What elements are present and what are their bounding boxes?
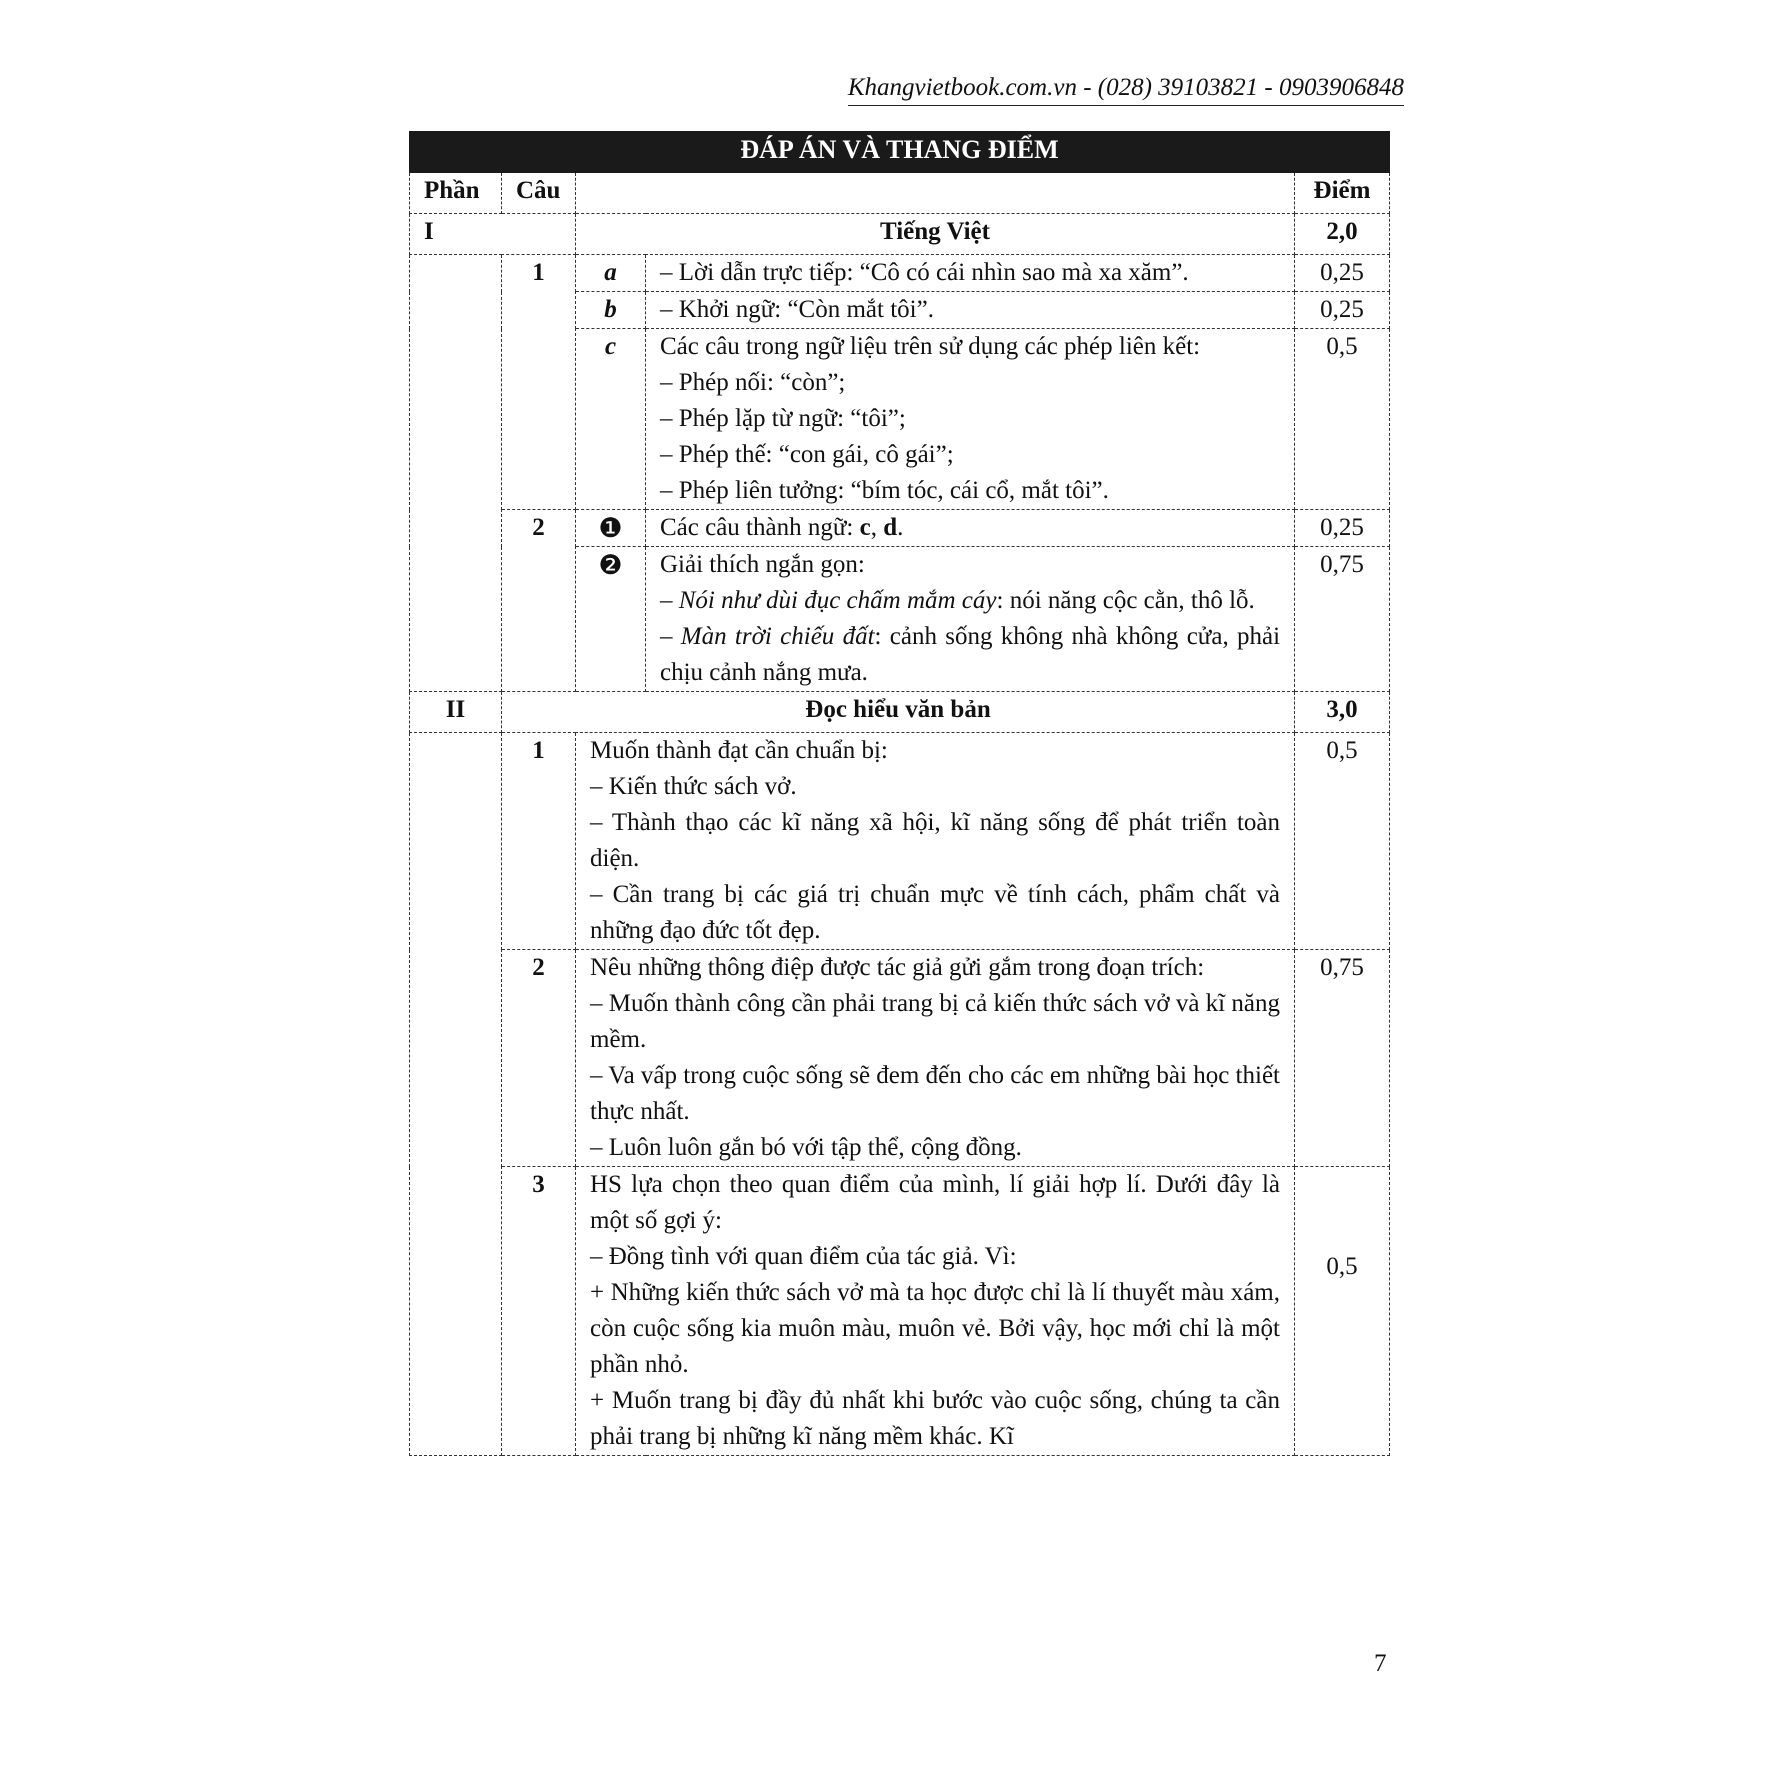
idiom: Nói như dùi đục chấm mắm cáy: [678, 587, 997, 614]
answer-line: – Va vấp trong cuộc sống sẽ đem đến cho các em những bài học thiết thực nhất.: [590, 1062, 1280, 1125]
answer-line: – Thành thạo các kĩ năng xã hội, kĩ năng sống để phát triển toàn diện.: [590, 809, 1280, 872]
score-cell: 0,75: [1295, 547, 1390, 692]
answer-line: Nêu những thông điệp được tác giả gửi gắm trong đoạn trích:: [590, 954, 1205, 981]
idiom-meaning: : cảnh sống không nhà không cửa, phải chịu cảnh nắng mưa.: [660, 623, 1281, 686]
section-score: 3,0: [1295, 692, 1390, 733]
score-cell: 0,25: [1295, 255, 1390, 292]
section-title: Tiếng Việt: [576, 214, 1295, 255]
section-title: Đọc hiểu văn bản: [502, 692, 1295, 733]
table-row: [410, 255, 1390, 292]
answer-line: – Phép lặp từ ngữ: “tôi”;: [660, 405, 906, 432]
answer-text: [576, 950, 1295, 1167]
answer-line: – Muốn thành công cần phải trang bị cả kiến thức sách vở và kĩ năng mềm.: [590, 990, 1280, 1053]
table-title: ĐÁP ÁN VÀ THANG ĐIỂM: [410, 132, 1390, 173]
question-number: 2: [502, 950, 576, 1167]
answer-end: .: [897, 514, 904, 541]
answer-prefix: Các câu thành ngữ:: [660, 514, 860, 541]
idiom-meaning: : nói năng cộc cằn, thô lỗ.: [996, 587, 1255, 614]
answer-line: Các câu trong ngữ liệu trên sử dụng các phép liên kết:: [660, 333, 1201, 360]
col-header-cau: Câu: [502, 173, 576, 214]
answer-line: – Phép thế: “con gái, cô gái”;: [660, 441, 954, 468]
score-cell: 0,5: [1295, 733, 1390, 950]
section-score: 2,0: [1295, 214, 1390, 255]
part-spacer: [410, 255, 502, 692]
sub-label: c: [576, 329, 646, 510]
table-row: [410, 733, 1390, 950]
answer-line: Giải thích ngắn gọn:: [660, 551, 865, 578]
answer-table: [409, 131, 1390, 1456]
question-number: 1: [502, 733, 576, 950]
answer-line: – Đồng tình với quan điểm của tác giả. Vì:: [590, 1243, 1017, 1270]
part-number: I: [410, 214, 576, 255]
table-row: [410, 1167, 1390, 1456]
answer-text: [576, 1167, 1295, 1456]
score-cell: 0,75: [1295, 950, 1390, 1167]
answer-text: [646, 510, 1295, 547]
answer-text: [646, 329, 1295, 510]
question-number: 2: [502, 510, 576, 692]
header-row: [410, 173, 1390, 214]
idiom: Màn trời chiếu đất: [680, 623, 875, 650]
table-row: [410, 510, 1390, 547]
answer-c: c: [859, 514, 871, 541]
section-row-part1: [410, 214, 1390, 255]
question-number: 3: [502, 1167, 576, 1456]
answer-line: Muốn thành đạt cần chuẩn bị:: [590, 737, 888, 764]
answer-line: – Phép nối: “còn”;: [660, 369, 846, 396]
publisher-header: Khangvietbook.com.vn - (028) 39103821 - 0903906848: [848, 74, 1404, 106]
answer-line: – Phép liên tưởng: “bím tóc, cái cổ, mắt tôi”.: [660, 477, 1109, 504]
sub-label: b: [576, 292, 646, 329]
table-row: [410, 950, 1390, 1167]
circled-two-label: ❷: [576, 547, 646, 692]
answer-text: – Lời dẫn trực tiếp: “Cô có cái nhìn sao mà xa xăm”.: [646, 255, 1295, 292]
section-row-part2: [410, 692, 1390, 733]
dash: –: [660, 587, 679, 614]
sub-label: a: [576, 255, 646, 292]
col-header-phan: Phần: [410, 173, 502, 214]
answer-sep: ,: [870, 514, 884, 541]
dash: –: [660, 623, 681, 650]
score-cell: 0,5: [1295, 1167, 1390, 1456]
answer-line: HS lựa chọn theo quan điểm của mình, lí giải hợp lí. Dưới đây là một số gợi ý:: [590, 1171, 1280, 1234]
part-number: II: [410, 692, 502, 733]
answer-line: [660, 583, 1280, 619]
answer-line: – Cần trang bị các giá trị chuẩn mực về tính cách, phẩm chất và những đạo đức tốt đẹp.: [590, 881, 1280, 944]
part-spacer: [410, 733, 502, 1456]
answer-line: + Muốn trang bị đầy đủ nhất khi bước vào cuộc sống, chúng ta cần phải trang bị những kĩ năng mềm khác. Kĩ: [590, 1387, 1280, 1450]
score-cell: 0,25: [1295, 510, 1390, 547]
answer-line: – Kiến thức sách vở.: [590, 773, 797, 800]
answer-line: – Luôn luôn gắn bó với tập thể, cộng đồng.: [590, 1134, 1022, 1161]
answer-text: [576, 733, 1295, 950]
score-cell: 0,5: [1295, 329, 1390, 510]
answer-text: [646, 547, 1295, 692]
question-number: 1: [502, 255, 576, 510]
answer-d: d: [883, 514, 898, 541]
page-number: 7: [1374, 1650, 1387, 1677]
score-cell: 0,25: [1295, 292, 1390, 329]
col-header-content: [576, 173, 1295, 214]
answer-text: – Khởi ngữ: “Còn mắt tôi”.: [646, 292, 1295, 329]
answer-line: + Những kiến thức sách vở mà ta học được chỉ là lí thuyết màu xám, còn cuộc sống kia muôn màu, muôn vẻ. Bởi vậy, học mới chỉ là một phần nhỏ.: [590, 1279, 1280, 1378]
col-header-diem: Điểm: [1295, 173, 1390, 214]
circled-one-label: ❶: [576, 510, 646, 547]
answer-line: [660, 619, 1280, 691]
